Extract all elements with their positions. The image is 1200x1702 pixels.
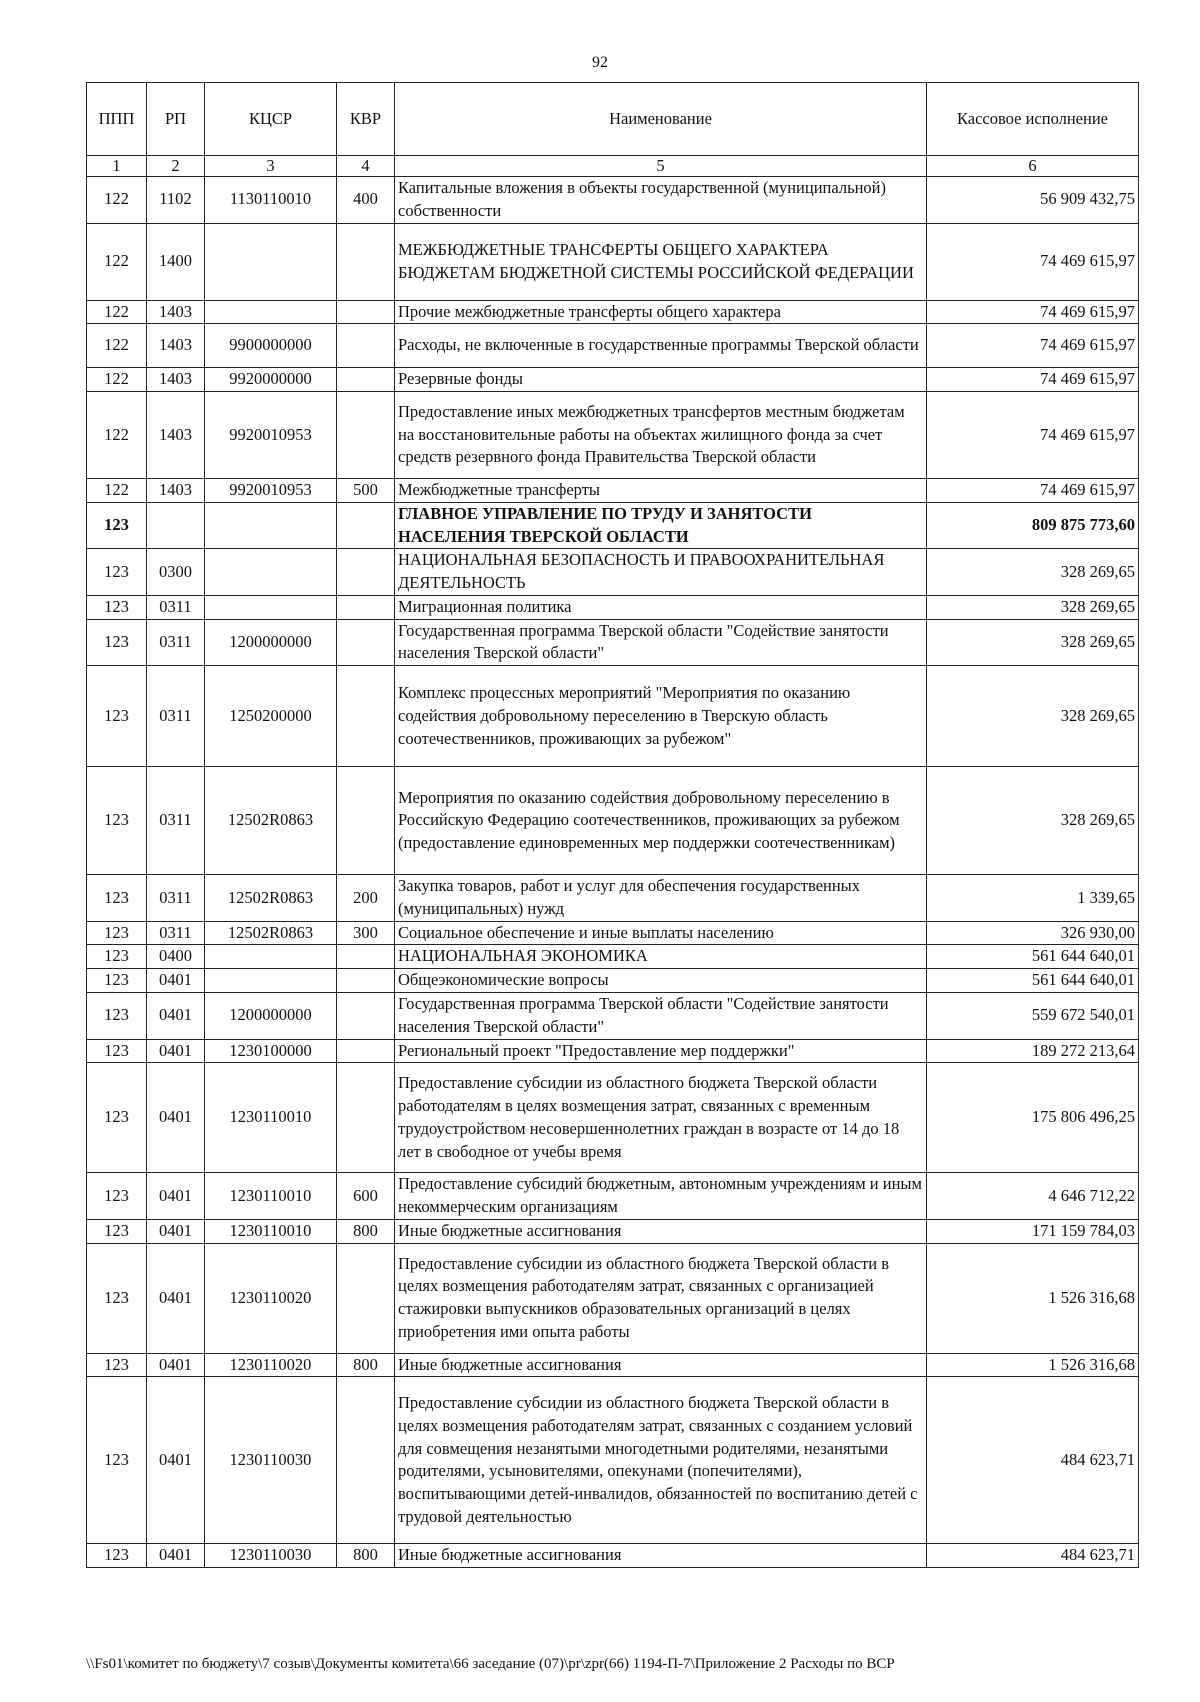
page-number: 92 [592, 54, 608, 71]
cell-rp: 0401 [147, 1173, 205, 1220]
header-amount: Кассовое исполнение [927, 83, 1139, 156]
cell-kcsr [205, 549, 337, 596]
cell-ppp: 123 [87, 502, 147, 549]
cell-kvr [337, 1243, 395, 1353]
cell-rp: 0400 [147, 945, 205, 969]
table-row [87, 392, 1139, 479]
cell-amount: 326 930,00 [927, 921, 1139, 945]
cell-name: Прочие межбюджетные трансферты общего характера [395, 300, 927, 324]
cell-ppp: 123 [87, 549, 147, 596]
table-row [87, 993, 1139, 1040]
cell-kcsr: 9920010953 [205, 479, 337, 503]
cell-ppp: 123 [87, 921, 147, 945]
cell-rp: 0401 [147, 1039, 205, 1063]
cell-name: Закупка товаров, работ и услуг для обеспечения государственных (муниципальных) нужд [395, 875, 927, 922]
cell-ppp: 122 [87, 368, 147, 392]
table-row [87, 1544, 1139, 1568]
cell-amount: 74 469 615,97 [927, 368, 1139, 392]
table-row [87, 969, 1139, 993]
cell-rp: 0401 [147, 1544, 205, 1568]
cell-name: Межбюджетные трансферты [395, 479, 927, 503]
table-row [87, 666, 1139, 767]
cell-kvr [337, 1039, 395, 1063]
cell-kvr: 800 [337, 1219, 395, 1243]
cell-rp: 0401 [147, 1353, 205, 1377]
table-row [87, 767, 1139, 875]
cell-kcsr [205, 945, 337, 969]
cell-name: Резервные фонды [395, 368, 927, 392]
cell-kvr [337, 666, 395, 767]
cell-kvr: 500 [337, 479, 395, 503]
header-ppp: ППП [87, 83, 147, 156]
cell-amount: 561 644 640,01 [927, 945, 1139, 969]
cell-kvr [337, 767, 395, 875]
cell-ppp: 123 [87, 945, 147, 969]
cell-rp: 0311 [147, 875, 205, 922]
cell-amount: 328 269,65 [927, 549, 1139, 596]
cell-rp: 0311 [147, 921, 205, 945]
cell-amount: 74 469 615,97 [927, 223, 1139, 300]
header-name: Наименование [395, 83, 927, 156]
cell-ppp: 123 [87, 1219, 147, 1243]
cell-ppp: 123 [87, 1353, 147, 1377]
cell-rp: 0401 [147, 969, 205, 993]
footer-file-path: \\Fs01\комитет по бюджету\7 созыв\Документы комитета\66 заседание (07)\pr\zpr(66) 1194-П-7\Приложение 2 Расходы по ВСР [86, 1656, 895, 1672]
column-number-row [87, 156, 1139, 177]
cell-ppp: 123 [87, 1063, 147, 1173]
cell-name: Предоставление субсидии из областного бюджета Тверской области работодателям в целях возмещения затрат, связанных с временным трудоустройством несовершеннолетних граждан в возрасте от 14 до 18 лет в свободное от учебы время [395, 1063, 927, 1173]
cell-kvr [337, 502, 395, 549]
column-number: 1 [87, 156, 147, 177]
cell-amount: 74 469 615,97 [927, 392, 1139, 479]
cell-kvr: 300 [337, 921, 395, 945]
cell-rp: 1403 [147, 368, 205, 392]
table-row [87, 479, 1139, 503]
cell-amount: 328 269,65 [927, 619, 1139, 666]
cell-amount: 484 623,71 [927, 1544, 1139, 1568]
cell-rp: 0401 [147, 1063, 205, 1173]
budget-table [86, 82, 1139, 1568]
cell-name: Иные бюджетные ассигнования [395, 1353, 927, 1377]
cell-ppp: 122 [87, 177, 147, 224]
cell-name: Расходы, не включенные в государственные программы Тверской области [395, 324, 927, 368]
cell-kvr: 800 [337, 1353, 395, 1377]
cell-kvr [337, 1377, 395, 1544]
cell-name: НАЦИОНАЛЬНАЯ ЭКОНОМИКА [395, 945, 927, 969]
cell-ppp: 123 [87, 1377, 147, 1544]
cell-kvr [337, 619, 395, 666]
cell-kcsr: 12502R0863 [205, 921, 337, 945]
cell-ppp: 123 [87, 1039, 147, 1063]
cell-kvr [337, 945, 395, 969]
table-row [87, 1039, 1139, 1063]
cell-rp: 1403 [147, 392, 205, 479]
cell-rp: 0300 [147, 549, 205, 596]
cell-rp: 0311 [147, 767, 205, 875]
column-number: 4 [337, 156, 395, 177]
cell-amount: 175 806 496,25 [927, 1063, 1139, 1173]
cell-ppp: 123 [87, 595, 147, 619]
cell-amount: 56 909 432,75 [927, 177, 1139, 224]
cell-ppp: 122 [87, 324, 147, 368]
cell-amount: 171 159 784,03 [927, 1219, 1139, 1243]
cell-name: Иные бюджетные ассигнования [395, 1219, 927, 1243]
cell-rp: 1403 [147, 324, 205, 368]
cell-name: ГЛАВНОЕ УПРАВЛЕНИЕ ПО ТРУДУ И ЗАНЯТОСТИ НАСЕЛЕНИЯ ТВЕРСКОЙ ОБЛАСТИ [395, 502, 927, 549]
cell-amount: 1 526 316,68 [927, 1243, 1139, 1353]
cell-kvr [337, 549, 395, 596]
cell-kcsr: 1230110030 [205, 1544, 337, 1568]
cell-kvr [337, 300, 395, 324]
cell-name: Капитальные вложения в объекты государственной (муниципальной) собственности [395, 177, 927, 224]
cell-amount: 74 469 615,97 [927, 479, 1139, 503]
cell-kcsr [205, 595, 337, 619]
table-row [87, 177, 1139, 224]
cell-kvr: 200 [337, 875, 395, 922]
cell-name: МЕЖБЮДЖЕТНЫЕ ТРАНСФЕРТЫ ОБЩЕГО ХАРАКТЕРА БЮДЖЕТАМ БЮДЖЕТНОЙ СИСТЕМЫ РОССИЙСКОЙ ФЕДЕРАЦИИ [395, 223, 927, 300]
cell-rp: 0401 [147, 1377, 205, 1544]
cell-kvr [337, 1063, 395, 1173]
column-number: 2 [147, 156, 205, 177]
header-kvr: КВР [337, 83, 395, 156]
table-row [87, 300, 1139, 324]
table-row [87, 223, 1139, 300]
cell-kvr: 400 [337, 177, 395, 224]
cell-kcsr: 9900000000 [205, 324, 337, 368]
table-row [87, 1243, 1139, 1353]
cell-amount: 189 272 213,64 [927, 1039, 1139, 1063]
cell-rp: 1403 [147, 479, 205, 503]
cell-kcsr: 12502R0863 [205, 767, 337, 875]
cell-rp: 1400 [147, 223, 205, 300]
cell-name: Предоставление субсидий бюджетным, автономным учреждениям и иным некоммерческим организациям [395, 1173, 927, 1220]
cell-kcsr: 12502R0863 [205, 875, 337, 922]
header-row [87, 83, 1139, 156]
cell-name: Предоставление иных межбюджетных трансфертов местным бюджетам на восстановительные работы на объектах жилищного фонда за счет средств резервного фонда Правительства Тверской области [395, 392, 927, 479]
cell-kcsr [205, 300, 337, 324]
cell-ppp: 123 [87, 875, 147, 922]
cell-kcsr: 9920010953 [205, 392, 337, 479]
cell-kvr [337, 993, 395, 1040]
cell-kvr [337, 392, 395, 479]
cell-rp: 0401 [147, 1243, 205, 1353]
header-rp: РП [147, 83, 205, 156]
cell-name: Предоставление субсидии из областного бюджета Тверской области в целях возмещения работодателям затрат, связанных с организацией стажировки выпускников образовательных организаций в целях приобретения ими опыта работы [395, 1243, 927, 1353]
cell-kcsr: 1230110010 [205, 1219, 337, 1243]
cell-kvr [337, 595, 395, 619]
cell-ppp: 123 [87, 1544, 147, 1568]
cell-rp: 0401 [147, 993, 205, 1040]
cell-rp: 0401 [147, 1219, 205, 1243]
cell-kcsr [205, 969, 337, 993]
table-row [87, 1219, 1139, 1243]
cell-amount: 561 644 640,01 [927, 969, 1139, 993]
cell-kvr: 800 [337, 1544, 395, 1568]
cell-ppp: 123 [87, 1243, 147, 1353]
cell-amount: 559 672 540,01 [927, 993, 1139, 1040]
column-number: 3 [205, 156, 337, 177]
cell-kcsr [205, 502, 337, 549]
cell-ppp: 123 [87, 969, 147, 993]
cell-kcsr: 9920000000 [205, 368, 337, 392]
cell-rp: 0311 [147, 619, 205, 666]
cell-rp: 1102 [147, 177, 205, 224]
cell-rp: 1403 [147, 300, 205, 324]
table-row [87, 324, 1139, 368]
cell-kcsr: 1230110020 [205, 1353, 337, 1377]
cell-name: Социальное обеспечение и иные выплаты населению [395, 921, 927, 945]
cell-kvr [337, 368, 395, 392]
cell-amount: 328 269,65 [927, 767, 1139, 875]
cell-rp [147, 502, 205, 549]
cell-name: Иные бюджетные ассигнования [395, 1544, 927, 1568]
table-row [87, 368, 1139, 392]
cell-kcsr [205, 223, 337, 300]
cell-kcsr: 1230110020 [205, 1243, 337, 1353]
cell-amount: 484 623,71 [927, 1377, 1139, 1544]
column-number: 6 [927, 156, 1139, 177]
cell-name: Мероприятия по оказанию содействия добровольному переселению в Российскую Федерацию соотечественников, проживающих за рубежом (предоставление единовременных мер поддержки соотечественникам) [395, 767, 927, 875]
cell-name: Региональный проект "Предоставление мер поддержки" [395, 1039, 927, 1063]
cell-name: Комплекс процессных мероприятий "Мероприятия по оказанию содействия добровольному переселению в Тверскую область соотечественников, проживающих за рубежом" [395, 666, 927, 767]
cell-ppp: 123 [87, 993, 147, 1040]
cell-kcsr: 1230110010 [205, 1173, 337, 1220]
table-row [87, 1063, 1139, 1173]
table-row [87, 945, 1139, 969]
cell-name: Государственная программа Тверской области "Содействие занятости населения Тверской области" [395, 993, 927, 1040]
cell-amount: 4 646 712,22 [927, 1173, 1139, 1220]
cell-kcsr: 1200000000 [205, 993, 337, 1040]
cell-ppp: 123 [87, 666, 147, 767]
table-row [87, 502, 1139, 549]
cell-name: Миграционная политика [395, 595, 927, 619]
cell-rp: 0311 [147, 666, 205, 767]
cell-amount: 809 875 773,60 [927, 502, 1139, 549]
cell-name: НАЦИОНАЛЬНАЯ БЕЗОПАСНОСТЬ И ПРАВООХРАНИТЕЛЬНАЯ ДЕЯТЕЛЬНОСТЬ [395, 549, 927, 596]
cell-name: Общеэкономические вопросы [395, 969, 927, 993]
cell-kcsr: 1130110010 [205, 177, 337, 224]
cell-amount: 74 469 615,97 [927, 324, 1139, 368]
cell-amount: 74 469 615,97 [927, 300, 1139, 324]
table-row [87, 619, 1139, 666]
table-row [87, 1173, 1139, 1220]
cell-amount: 328 269,65 [927, 595, 1139, 619]
cell-kvr [337, 223, 395, 300]
cell-amount: 1 339,65 [927, 875, 1139, 922]
cell-kcsr: 1230110030 [205, 1377, 337, 1544]
cell-ppp: 122 [87, 223, 147, 300]
cell-kcsr: 1230110010 [205, 1063, 337, 1173]
cell-kvr: 600 [337, 1173, 395, 1220]
cell-kcsr: 1230100000 [205, 1039, 337, 1063]
cell-kcsr: 1200000000 [205, 619, 337, 666]
cell-ppp: 123 [87, 619, 147, 666]
cell-ppp: 122 [87, 392, 147, 479]
table-body [87, 177, 1139, 1568]
cell-ppp: 122 [87, 479, 147, 503]
column-number: 5 [395, 156, 927, 177]
cell-amount: 1 526 316,68 [927, 1353, 1139, 1377]
cell-kvr [337, 324, 395, 368]
cell-name: Государственная программа Тверской области "Содействие занятости населения Тверской области" [395, 619, 927, 666]
table-row [87, 595, 1139, 619]
table-row [87, 875, 1139, 922]
table-row [87, 1353, 1139, 1377]
table-row [87, 549, 1139, 596]
cell-ppp: 122 [87, 300, 147, 324]
cell-ppp: 123 [87, 767, 147, 875]
cell-kvr [337, 969, 395, 993]
cell-amount: 328 269,65 [927, 666, 1139, 767]
cell-name: Предоставление субсидии из областного бюджета Тверской области в целях возмещения работодателям затрат, связанных с созданием условий для совмещения незанятыми многодетными родителями, незанятыми родителями, усыновителями, опекунами (попечителями), воспитывающими детей-инвалидов, обязанностей по воспитанию детей с трудовой деятельностью [395, 1377, 927, 1544]
cell-ppp: 123 [87, 1173, 147, 1220]
header-kcsr: КЦСР [205, 83, 337, 156]
table-row [87, 921, 1139, 945]
cell-rp: 0311 [147, 595, 205, 619]
cell-kcsr: 1250200000 [205, 666, 337, 767]
table-row [87, 1377, 1139, 1544]
